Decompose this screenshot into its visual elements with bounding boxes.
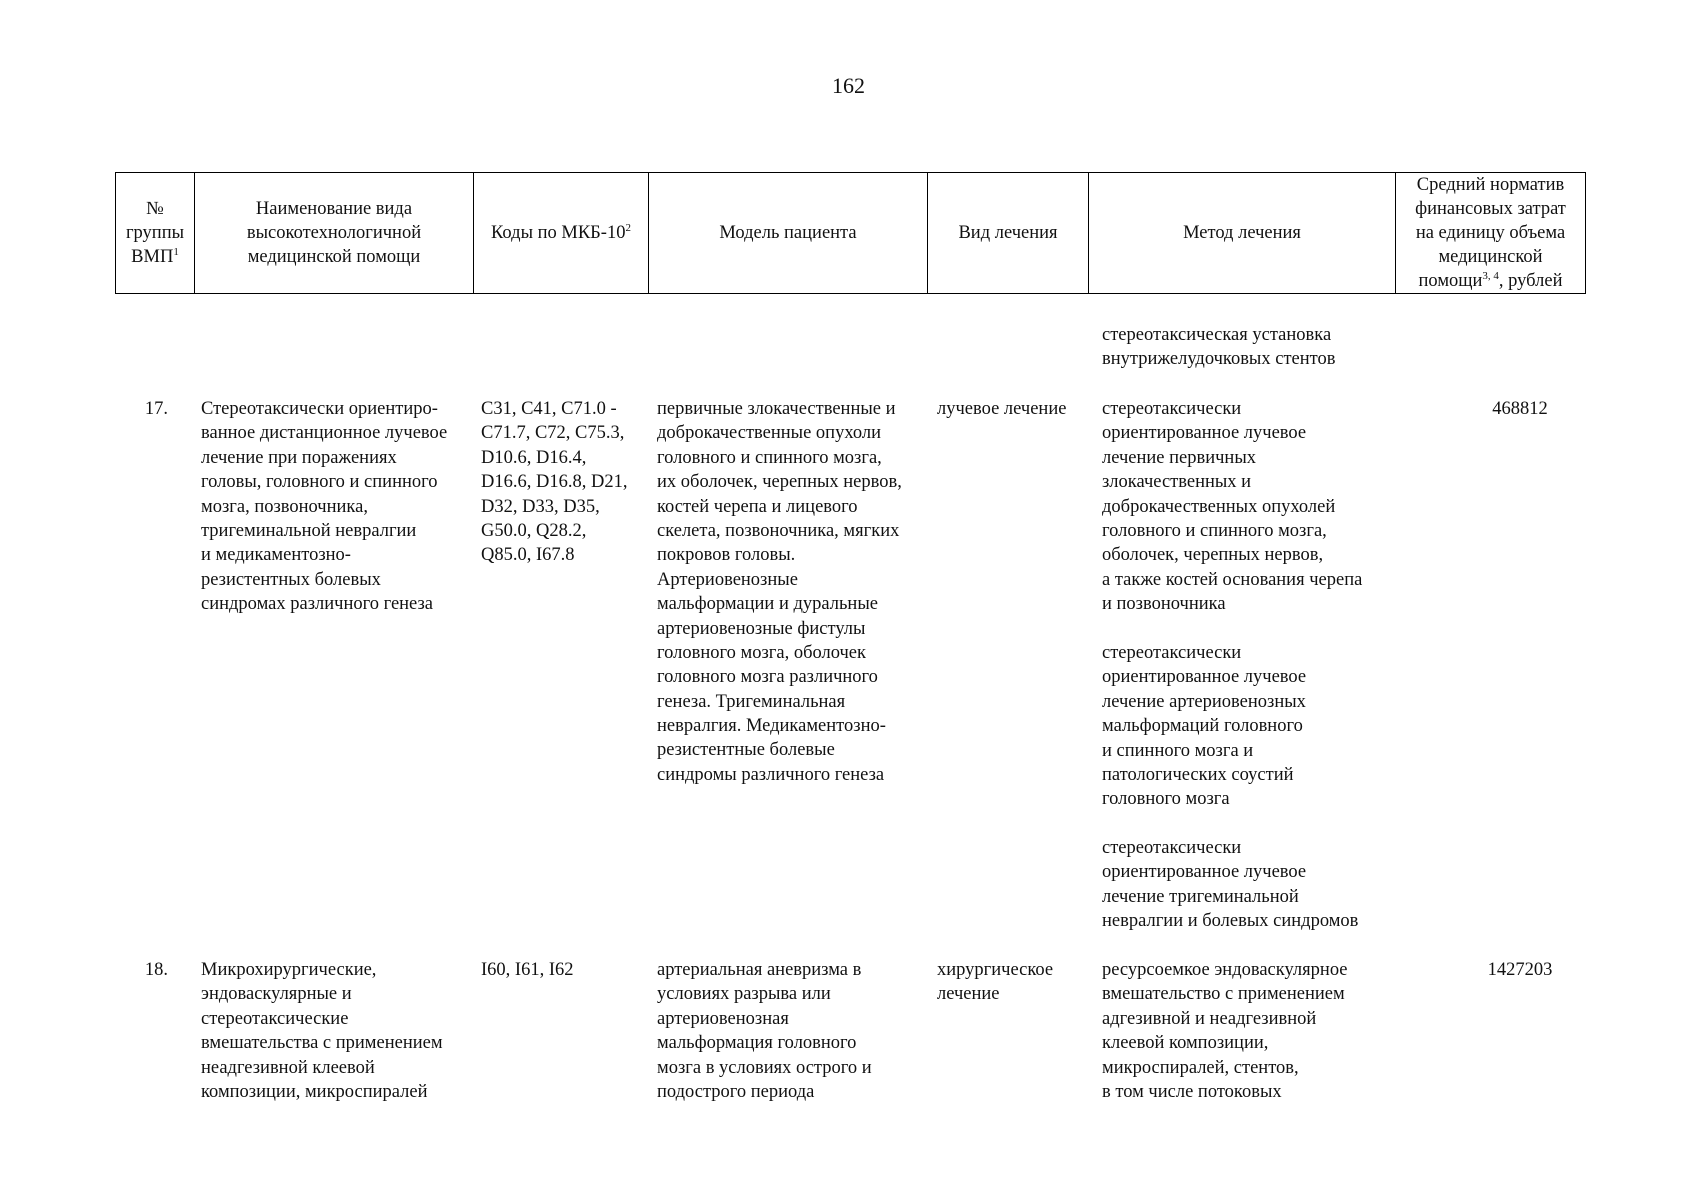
header-text: группы [125, 223, 185, 243]
header-text: , рублей [1498, 271, 1563, 291]
text-line: артериовенозная [657, 1008, 789, 1029]
text-line: доброкачественные опухоли [657, 423, 882, 444]
text-line: условиях разрыва или [657, 984, 831, 1005]
header-patient-model [649, 173, 928, 294]
text-line: подострого периода [657, 1081, 815, 1102]
text-line: эндоваскулярные и [201, 984, 352, 1005]
text-line: композиции, микроспиралей [201, 1081, 428, 1102]
text-line: головы, головного и спинного [201, 472, 438, 493]
care-name [201, 958, 443, 1104]
text-line: D32, D33, D35, [481, 496, 600, 517]
text-line: тригеминальной невралгии [201, 520, 417, 541]
text-line: лечение артериовенозных [1102, 691, 1306, 712]
text-line: внутрижелудочковых стентов [1102, 349, 1336, 370]
patient-model [657, 397, 902, 787]
row-number: 18. [144, 960, 168, 980]
text-line: ванное дистанционное лучевое [201, 423, 448, 444]
text-line: лечение при поражениях [201, 447, 397, 468]
text-line: резистентных болевых [201, 569, 381, 590]
text-line: Микрохирургические, [201, 960, 377, 980]
text-line: синдромы различного генеза [657, 764, 885, 785]
text-line: Стереотаксически ориентиро- [201, 399, 438, 419]
header-text: медицинской [1438, 247, 1543, 267]
text-line: артериальная аневризма в [657, 960, 862, 980]
footnote-ref: 3, 4 [1482, 269, 1499, 282]
cost-value: 468812 [1492, 399, 1548, 419]
header-text: № [146, 199, 164, 219]
text-line: стереотаксически [1102, 838, 1242, 858]
text-line: мальформация головного [657, 1033, 857, 1054]
header-cost-standard [1396, 173, 1586, 294]
text-line: ориентированное лучевое [1102, 862, 1307, 883]
text-line: неадгезивной клеевой [201, 1057, 375, 1078]
text-line: головного и спинного мозга, [1102, 520, 1327, 541]
text-line: головного мозга [1102, 789, 1230, 810]
text-line: лечение тригеминальной [1102, 886, 1299, 907]
text-line: стереотаксические [201, 1008, 349, 1029]
text-line: и спинного мозга и [1102, 740, 1254, 761]
text-line: в том числе потоковых [1102, 1081, 1282, 1102]
text-line: лечение первичных [1102, 447, 1257, 468]
text-line: C71.7, C72, C75.3, [481, 423, 625, 444]
text-line: головного и спинного мозга, [657, 447, 882, 468]
cost-value: 1427203 [1487, 960, 1553, 980]
treatment-type [937, 397, 1066, 421]
text-line: резистентные болевые [657, 740, 835, 761]
text-line: а также костей основания черепа [1102, 569, 1363, 590]
text-line: стереотаксически [1102, 399, 1242, 419]
footnote-ref: 1 [173, 245, 179, 258]
text-line: стереотаксическая установка [1102, 325, 1332, 345]
text-line: мозга в условиях острого и [657, 1057, 872, 1078]
text-line: мальформаций головного [1102, 716, 1303, 737]
text-line: ориентированное лучевое [1102, 423, 1307, 444]
table-header [115, 172, 1586, 294]
text-line: клеевой композиции, [1102, 1033, 1269, 1054]
text-line: покровов головы. [657, 545, 796, 566]
footnote-ref: 2 [625, 221, 631, 234]
text-line: лечение [937, 984, 1000, 1005]
header-text: помощи [1418, 271, 1483, 291]
text-line: невралгии и болевых синдромов [1102, 911, 1359, 932]
header-care-name [195, 173, 474, 294]
header-treatment-method [1089, 173, 1396, 294]
row-number: 17. [144, 399, 168, 419]
text-line: адгезивной и неадгезивной [1102, 1008, 1317, 1029]
patient-model [657, 958, 872, 1104]
text-line: головного мозга различного [657, 667, 878, 688]
text-line: оболочек, черепных нервов, [1102, 545, 1324, 566]
text-line: C31, C41, C71.0 - [481, 399, 617, 419]
text-line: D16.6, D16.8, D21, [481, 472, 628, 493]
text-line: вмешательства с применением [201, 1033, 443, 1054]
text-line: и медикаментозно- [201, 545, 351, 566]
text-line: злокачественных и [1102, 472, 1252, 493]
treatment-method [1102, 397, 1362, 617]
care-name [201, 397, 447, 617]
text-line: ресурсоемкое эндоваскулярное [1102, 960, 1348, 980]
text-line: генеза. Тригеминальная [657, 691, 846, 712]
header-text: Модель пациента [719, 223, 857, 243]
header-text: Вид лечения [958, 223, 1058, 243]
header-text: Метод лечения [1183, 223, 1301, 243]
text-line: ориентированное лучевое [1102, 667, 1307, 688]
header-text: финансовых затрат [1415, 199, 1566, 219]
page-number: 162 [832, 73, 865, 98]
text-line: микроспиралей, стентов, [1102, 1057, 1299, 1078]
header-icd-codes [474, 173, 649, 294]
text-line: D10.6, D16.4, [481, 447, 587, 468]
header-group-number [116, 173, 195, 294]
text-line: стереотаксически [1102, 643, 1242, 663]
text-line: артериовенозные фистулы [657, 618, 866, 639]
header-text: Коды по МКБ-10 [491, 223, 626, 243]
treatment-method [1102, 836, 1358, 934]
text-line: G50.0, Q28.2, [481, 520, 587, 541]
text-line: патологических соустий [1102, 764, 1294, 785]
text-line: мальформации и дуральные [657, 594, 878, 615]
text-line: Q85.0, I67.8 [481, 545, 575, 566]
text-line: невралгия. Медикаментозно- [657, 716, 886, 737]
icd-codes [481, 958, 573, 982]
text-line: вмешательство с применением [1102, 984, 1345, 1005]
header-text: Средний норматив [1416, 175, 1565, 195]
icd-codes [481, 397, 627, 568]
text-line: мозга, позвоночника, [201, 496, 368, 517]
continuation-method [1102, 323, 1335, 372]
text-line: Артериовенозные [657, 569, 798, 590]
text-line: доброкачественных опухолей [1102, 496, 1336, 517]
text-line: костей черепа и лицевого [657, 496, 858, 517]
treatment-type [937, 958, 1053, 1007]
header-text: Наименование вида [255, 199, 413, 219]
header-text: на единицу объема [1415, 223, 1566, 243]
text-line: синдромах различного генеза [201, 594, 434, 615]
header-text: ВМП [131, 247, 174, 267]
header-treatment-type [928, 173, 1089, 294]
text-line: их оболочек, черепных нервов, [657, 472, 902, 493]
text-line: и позвоночника [1102, 594, 1226, 615]
text-line: лучевое лечение [937, 399, 1067, 419]
text-line: хирургическое [937, 960, 1054, 980]
treatment-method [1102, 958, 1348, 1104]
text-line: I60, I61, I62 [481, 960, 574, 980]
text-line: первичные злокачественные и [657, 399, 896, 419]
header-text: высокотехнологичной [246, 223, 422, 243]
text-line: скелета, позвоночника, мягких [657, 520, 900, 541]
text-line: головного мозга, оболочек [657, 642, 866, 663]
treatment-method [1102, 641, 1306, 812]
header-text: медицинской помощи [247, 247, 421, 267]
